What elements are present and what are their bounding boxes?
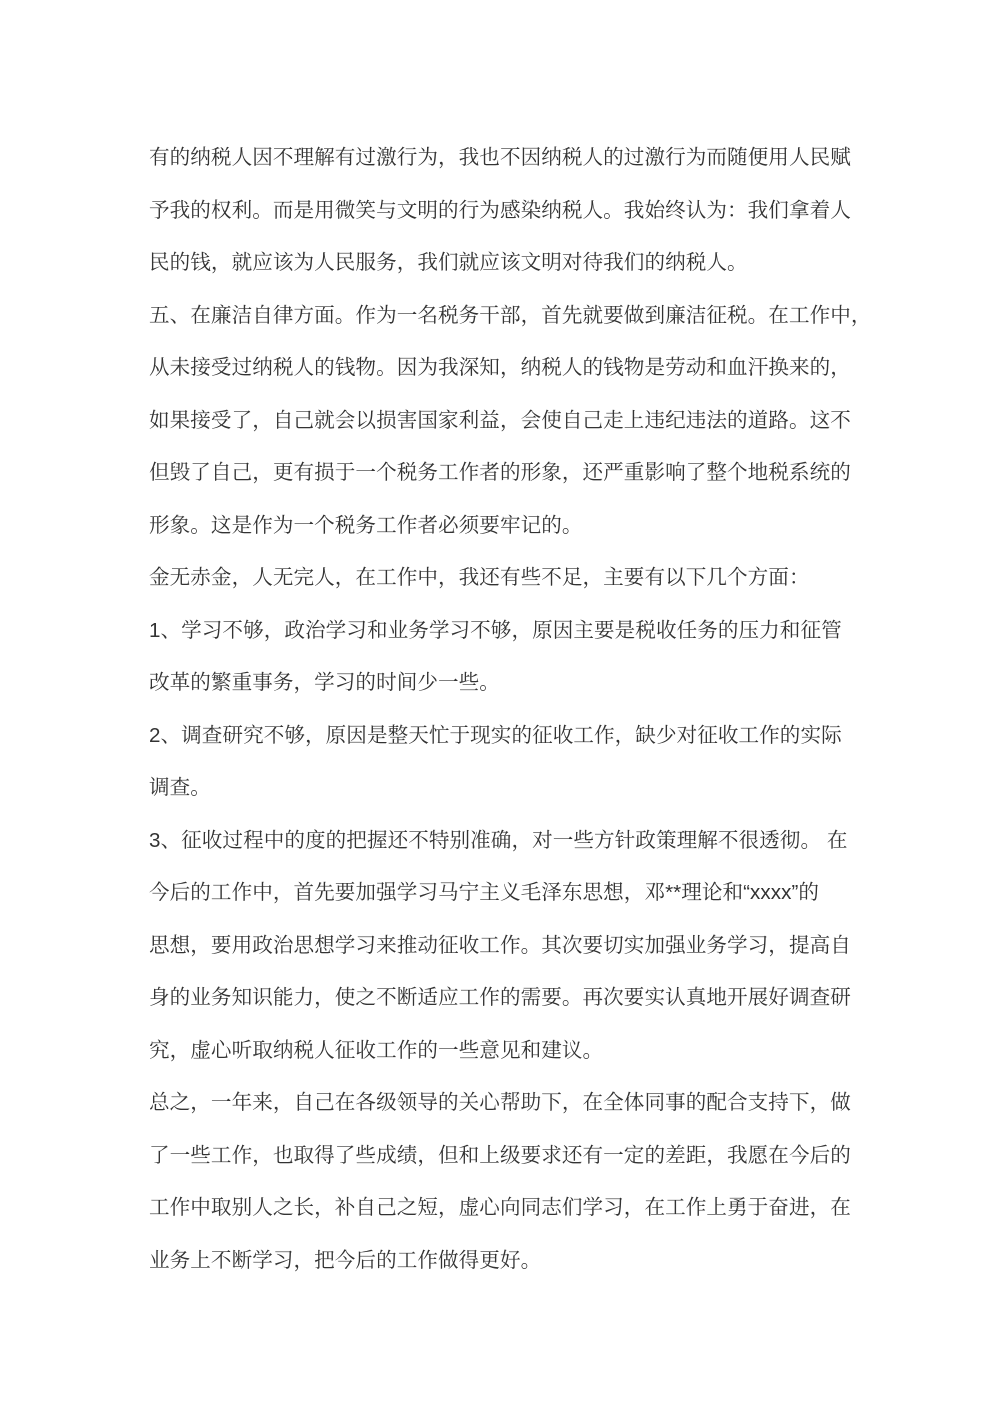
- document-body: [149, 132, 872, 1287]
- paragraph: [149, 1077, 852, 1287]
- text-line: 改革的繁重事务，学习的时间少一些。: [149, 671, 500, 694]
- text-line: 1、学习不够，政治学习和业务学习不够，原因主要是税收任务的压力和征管: [149, 618, 842, 642]
- text-line: 3、征收过程中的度的把握还不特别准确，对一些方针政策理解不很透彻。 在: [149, 828, 848, 852]
- text-line: 但毁了自己，更有损于一个税务工作者的形象，还严重影响了整个地税系统的: [149, 461, 851, 484]
- text-line: 从未接受过纳税人的钱物。因为我深知，纳税人的钱物是劳动和血汗换来的，: [149, 356, 851, 379]
- text-line: 总之，一年来，自己在各级领导的关心帮助下，在全体同事的配合支持下，做: [149, 1091, 851, 1114]
- text-line: 有的纳税人因不理解有过激行为，我也不因纳税人的过激行为而随便用人民赋: [149, 146, 851, 169]
- text-line: 了一些工作，也取得了些成绩，但和上级要求还有一定的差距，我愿在今后的: [149, 1143, 851, 1167]
- text-line: 2、调查研究不够，原因是整天忙于现实的征收工作，缺少对征收工作的实际: [149, 723, 842, 747]
- text-line: 金无赤金，人无完人，在工作中，我还有些不足，主要有以下几个方面：: [149, 566, 810, 589]
- paragraph: [149, 815, 852, 1078]
- text-line: 调查。: [149, 776, 211, 799]
- paragraph: [149, 605, 852, 710]
- text-line: 工作中取别人之长，补自己之短，虚心向同志们学习，在工作上勇于奋进，在: [149, 1196, 851, 1219]
- text-line: 思想，要用政治思想学习来推动征收工作。其次要切实加强业务学习，提高自: [149, 933, 851, 957]
- text-line: 如果接受了，自己就会以损害国家利益，会使自己走上违纪违法的道路。这不: [149, 408, 851, 432]
- text-line: 业务上不断学习，把今后的工作做得更好。: [149, 1248, 542, 1272]
- text-line: 身的业务知识能力，使之不断适应工作的需要。再次要实认真地开展好调查研: [149, 986, 851, 1009]
- text-line: 五、在廉洁自律方面。作为一名税务干部，首先就要做到廉洁征税。在工作中，: [149, 303, 872, 327]
- text-line: 究，虚心听取纳税人征收工作的一些意见和建议。: [149, 1038, 604, 1062]
- text-line: 形象。这是作为一个税务工作者必须要牢记的。: [149, 513, 583, 537]
- text-line: 今后的工作中，首先要加强学习马宁主义毛泽东思想，邓**理论和“xxxx”的: [149, 881, 819, 904]
- paragraph: [149, 290, 872, 553]
- paragraph: [149, 552, 852, 605]
- paragraph: [149, 710, 852, 815]
- text-line: 民的钱，就应该为人民服务，我们就应该文明对待我们的纳税人。: [149, 251, 748, 274]
- text-line: 予我的权利。而是用微笑与文明的行为感染纳税人。我始终认为：我们拿着人: [149, 198, 851, 222]
- paragraph: [149, 132, 852, 290]
